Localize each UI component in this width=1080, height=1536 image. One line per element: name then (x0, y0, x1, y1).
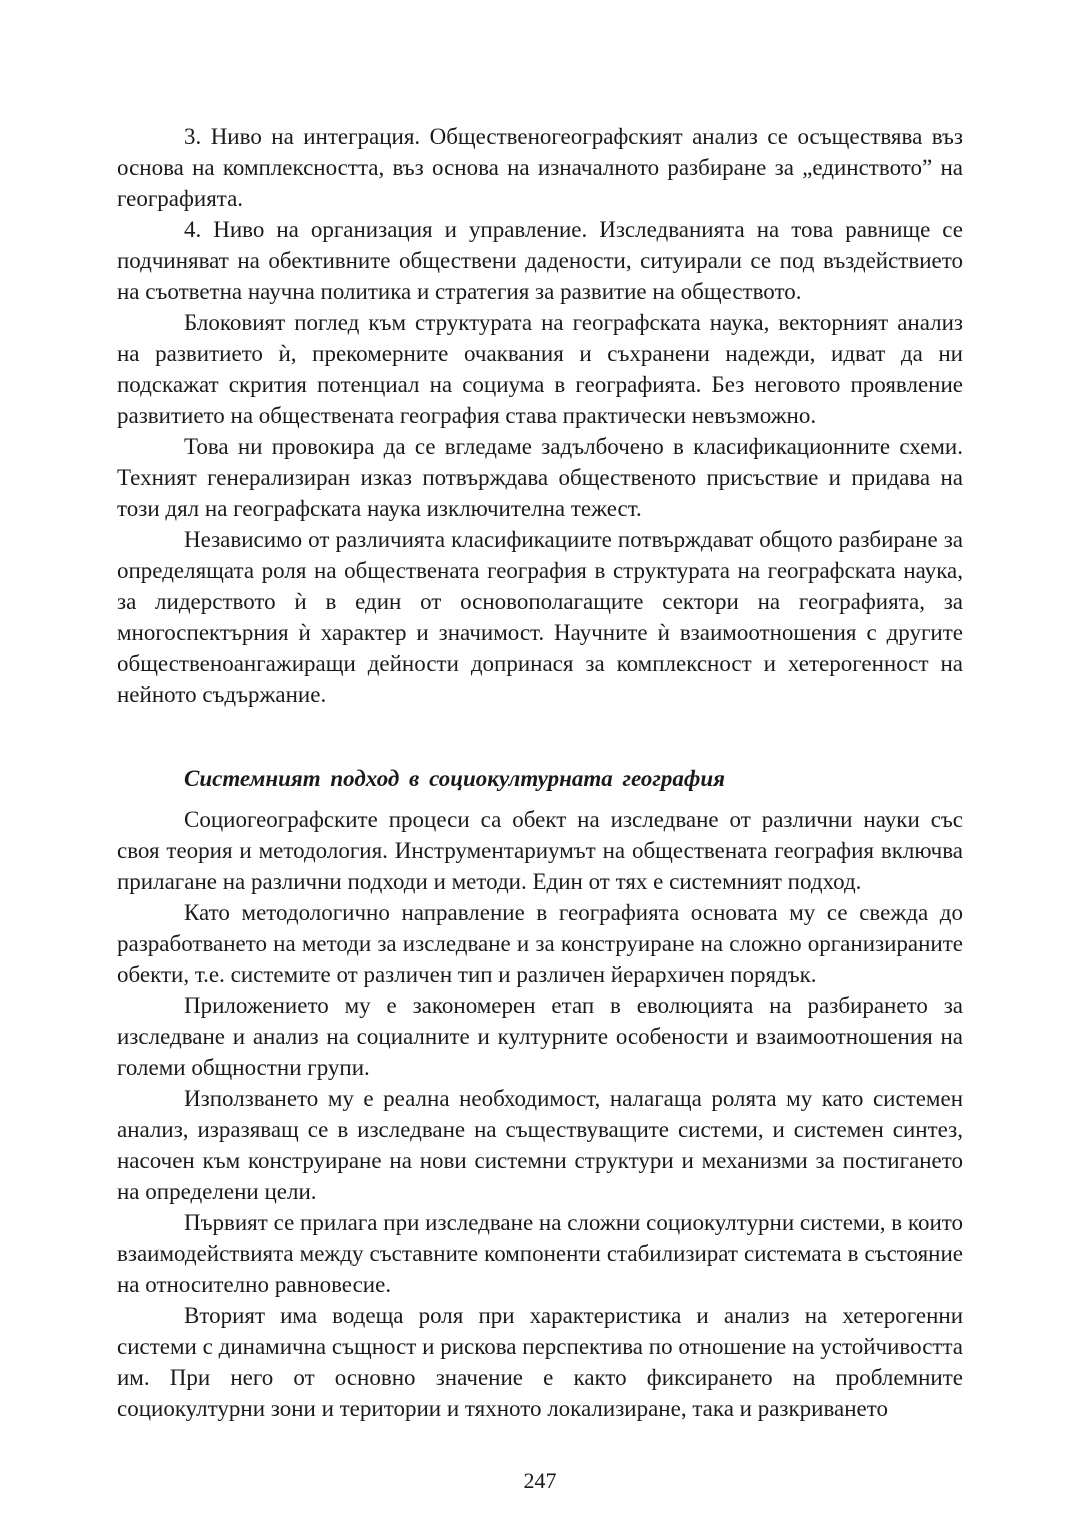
paragraph-regardless-differences: Независимо от различията класификациите потвърждават общото разбиране за определящата роля на обществената география в структурата на географската наука, за лидерството ѝ в един от основополагащите сектори на географията, за многоспектърния ѝ характер и значимост. Научните ѝ взаимоотношения с другите общественоангажиращи дейности допринася за комплексност и хетерогенност на нейното съдържание. (117, 527, 963, 707)
paragraph-organization-level: 4. Ниво на организация и управление. Изследванията на това равнище се подчиняват на обективните обществени дадености, ситуирали се под въздействието на съответна научна политика и стратегия за развитие на обществото. (117, 217, 963, 304)
paragraph-block-view: Блоковият поглед към структурата на географската наука, векторният анализ на развитието ѝ, прекомерните очаквания и съхранени надежди, идват да ни подскажат скрития потенциал на социума в географията. Без неговото проявление развитието на обществената география става практически невъзможно. (117, 310, 963, 428)
paragraph-second-type: Вторият има водеща роля при характеристика и анализ на хетерогенни системи с динамична същност и рискова перспектива по отношение на устойчивостта им. При него от основно значение е както фиксирането на проблемните социокултурни зони и територии и тяхното локализиране, така и разкриването (117, 1303, 963, 1421)
paragraph-first-type: Първият се прилага при изследване на сложни социокултурни системи, в които взаимодействията между съставните компоненти стабилизират системата в състояние на относително равновесие. (117, 1210, 963, 1297)
paragraph-application: Приложението му е закономерен етап в еволюцията на разбирането за изследване и анализ на социалните и културните особености и взаимоотношения на големи общностни групи. (117, 993, 963, 1080)
paragraph-integration-level: 3. Ниво на интеграция. Общественогеографският анализ се осъществява въз основа на комплексността, въз основа на изначалното разбиране за „единството” на географията. (117, 124, 963, 211)
paragraph-methodological-direction: Като методологично направление в географията основата му се свежда до разработването на методи за изследване и за конструиране на сложно организираните обекти, т.е. системите от различен тип и различен йерархичен порядък. (117, 900, 963, 987)
page-number: 247 (523, 1468, 557, 1493)
paragraph-sociogeographic-processes: Социогеографските процеси са обект на изследване от различни науки със своя теория и методология. Инструментариумът на обществената география включва прилагане на различни подходи и методи. Един от тях е системният подход. (117, 807, 963, 894)
body-text (117, 121, 963, 1424)
paragraph-classification-schemes: Това ни провокира да се вгледаме задълбочено в класификационните схеми. Техният генерализиран изказ потвърждава общественото присъствие и придава на този дял на географската наука изключителна тежест. (117, 434, 963, 521)
paragraph-usage: Използването му е реална необходимост, налагаща ролята му като системен анализ, изразяващ се в изследване на съществуващите системи, и системен синтез, насочен към конструиране на нови системни структури и механизми за постигането на определени цели. (117, 1086, 963, 1204)
section-heading: Системният подход в социокултурната география (184, 766, 725, 791)
